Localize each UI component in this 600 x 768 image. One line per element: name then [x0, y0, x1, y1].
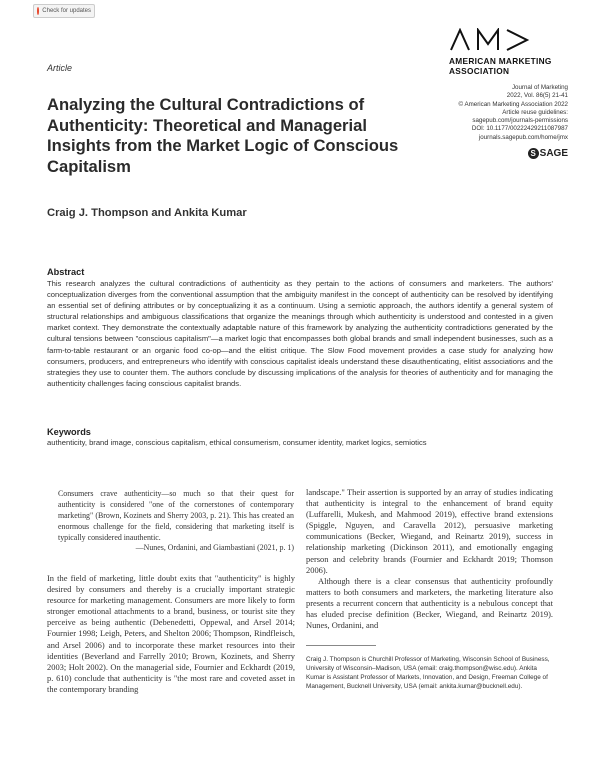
journal-home-link[interactable]: journals.sagepub.com/home/jmx	[478, 133, 568, 141]
journal-meta	[398, 84, 568, 142]
author-affiliations-footnote: Craig J. Thompson is Churchill Professor of Marketing, Wisconsin School of Business, University of Wisconsin–Madison, USA (email: craig.thompson@wisc.edu). Ankita Kumar is Assistant Professor of Markets, Innovation, and Design, Freeman College of Management, Bucknell University, USA (email: ankita.kumar@bucknell.edu).	[306, 656, 550, 690]
sage-icon: S	[528, 148, 539, 159]
journal-name: Journal of Marketing	[511, 84, 568, 91]
publisher-name	[449, 56, 552, 76]
body-left-column: In the field of marketing, little doubt exits that "authenticity" is highly desired by consumers and thereby is a crucially important strategic resource for marketing management. Consumers are more likely to form stronger emotional attachments to a brand, business, or tourist site they perceive as being authentic (Debenedetti, Oppewal, and Arsel 2014; Fournier 1998; Leigh, Peters, and Shelton 2006; Thompson, Rindfleisch, and Arsel 2006) and to incorporate these market resources into their identities (Beverland and Farrelly 2010; Brown, Kozinets, and Sherry 2003; Holt 2002). On the managerial side, Fournier and Eckhardt (2019, p. 610) conclude that authenticity is "the most rare and coveted asset in the contemporary branding	[47, 573, 295, 694]
sage-logo-text: SAGE	[539, 148, 568, 159]
article-type-label: Article	[47, 63, 73, 73]
article-title: Analyzing the Cultural Contradictions of Authenticity: Theoretical and Managerial Insights from the Market Logic of Conscious Capitalism	[47, 95, 399, 176]
body-paragraph: landscape." Their assertion is supported by an array of studies indicating that authenticity is integral to the enhancement of brand equity (Luffarelli, Mukesh, and Mahmood 2019), effective brand extensions (Spiggle, Nguyen, and Caravella 2012), persuasive marketing communications (Becker, Wiegand, and Reinartz 2019), success in relationship marketing (Dickinson 2011), and emotionally engaging person and celebrity brands (Fournier and Eckhardt 2019; Thomson 2006).	[306, 487, 553, 575]
footnote-divider	[306, 645, 376, 646]
journal-volume: 2022, Vol. 86(5) 21-41	[506, 92, 568, 100]
doi[interactable]: DOI: 10.1177/00222429211087987	[471, 125, 568, 133]
check-for-updates-label: Check for updates	[42, 8, 91, 14]
publisher-name-line2: ASSOCIATION	[449, 66, 510, 76]
copyright-line: © American Marketing Association 2022	[458, 100, 568, 108]
keywords-text: authenticity, brand image, conscious capitalism, ethical consumerism, consumer identity, market logics, semiotics	[47, 438, 427, 447]
body-right-column	[306, 487, 553, 631]
crossmark-icon	[37, 7, 39, 15]
reuse-guidelines-label: Article reuse guidelines:	[502, 108, 568, 116]
keywords-heading: Keywords	[47, 427, 91, 437]
ama-logo	[449, 28, 569, 52]
publisher-name-line1: AMERICAN MARKETING	[449, 56, 552, 66]
permissions-link[interactable]: sagepub.com/journals-permissions	[472, 117, 568, 125]
body-paragraph: Although there is a clear consensus that authenticity profoundly matters to both consumers and marketers, the marketing literature also presents a recurrent concern that authenticity is a nebulous concept that has eluded precise definition (Becker, Wiegand, and Reinartz 2019). Nunes, Ordanini, and	[306, 575, 553, 631]
sage-logo	[528, 148, 568, 159]
abstract-text: This research analyzes the cultural contradictions of authenticity as they pertain to the actions of consumers and marketers. The authors' conceptualization diverges from the conventional assumption that the ambiguity manifest in the concept of authenticity can be resolved by identifying an essential set of defining attributes or by conceptualizing it as a continuum. Using a semiotic approach, the authors identify a general system of structural relationships and ambiguous classifications that organize the meanings through which authenticity is understood and contested in a given market context. They demonstrate the contextually adaptable nature of this framework by analyzing the authenticity contradictions generated by the cultural tensions between "conscious capitalism"—a market logic that encompasses both global brands and small independent businesses, such as a farm-to-table restaurant or an organic food co-op—and the elitist critique. The Slow Food movement provides a case study for analyzing how consumers, producers, and entrepreneurs who identify with conscious capitalist ideals understand these disauthenticating, elitist associations and the strategies they use to counter them. The authors conclude by discussing implications of the analysis for theories of authenticity and for managing the authenticity challenges facing conscious capitalist brands.	[47, 279, 553, 388]
abstract-heading: Abstract	[47, 267, 85, 277]
author-list: Craig J. Thompson and Ankita Kumar	[47, 207, 247, 219]
epigraph-source: —Nunes, Ordanini, and Giambastiani (2021, p. 1)	[135, 543, 294, 552]
epigraph-quote: Consumers crave authenticity—so much so that their quest for authenticity is considered "one of the cornerstones of contemporary marketing" (Brown, Kozinets and Sherry 2003, p. 21). This has created an enormous challenge for the field, considering that marketing itself is typically considered inauthentic.	[58, 489, 294, 542]
check-for-updates-badge[interactable]	[33, 4, 95, 18]
